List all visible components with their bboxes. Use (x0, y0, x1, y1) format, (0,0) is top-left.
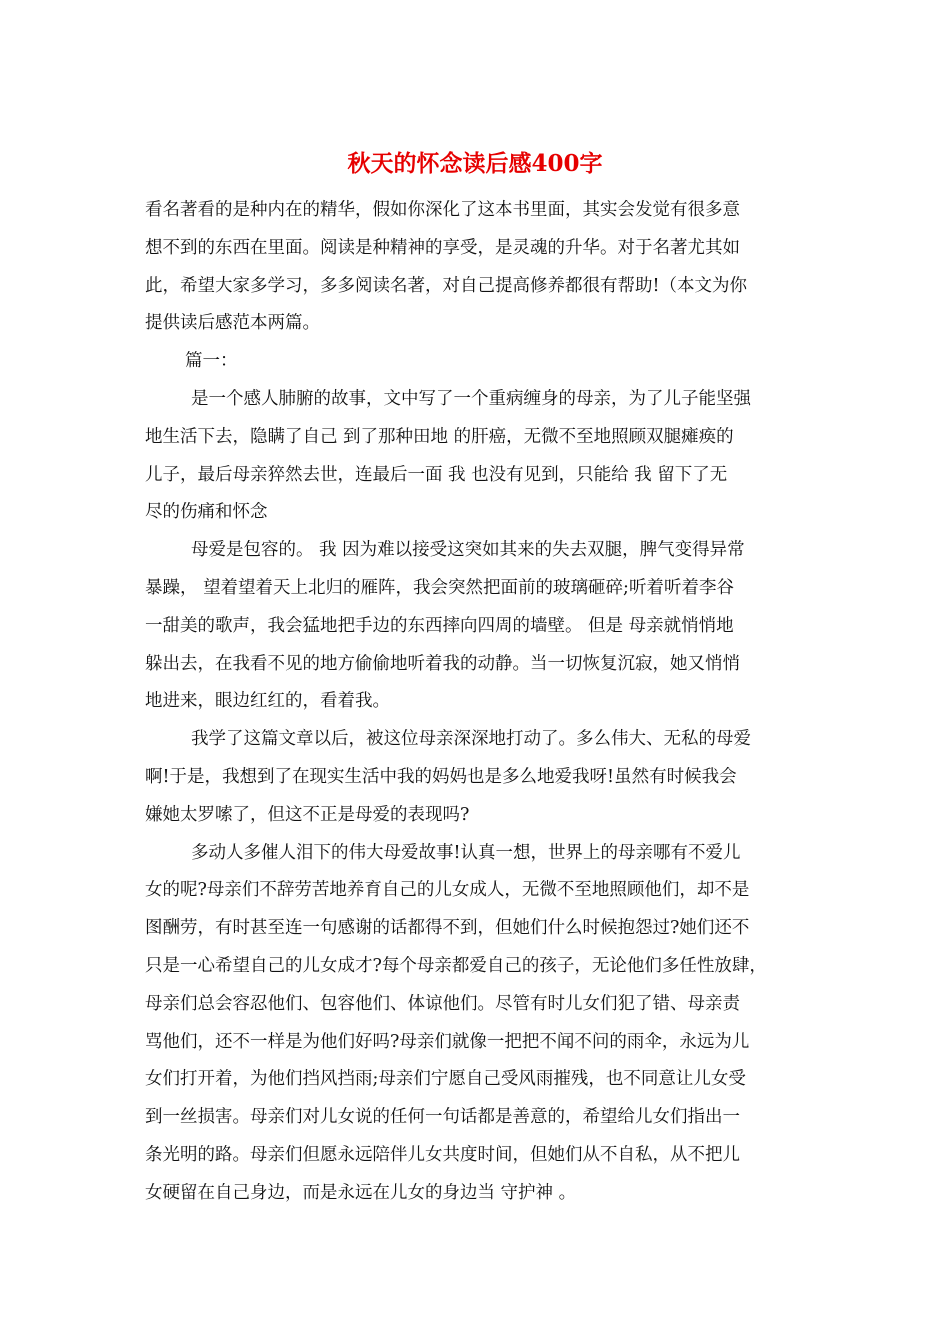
text-line: 我学了这篇文章以后，被这位母亲深深地打动了。多么伟大、无私的母爱 (191, 729, 751, 750)
text-line: 看名著看的是种内在的精华，假如你深化了这本书里面，其实会发觉有很多意 (145, 200, 740, 220)
text-line: 一甜美的歌声，我会猛地把手边的东西摔向四周的墙壁。 但是 母亲就悄悄地 (145, 615, 734, 636)
text-line: 女硬留在自己身边，而是永远在儿女的身边当 守护神 。 (145, 1182, 577, 1203)
paragraph-3 (145, 721, 813, 834)
text-line: 此，希望大家多学习，多多阅读名著，对自己提高修养都很有帮助!（本文为你 (145, 275, 748, 296)
text-line: 到一丝损害。母亲们对儿女说的任何一句话都是善意的，希望给儿女们指出一 (145, 1107, 740, 1128)
text-line: 躲出去，在我看不见的地方偷偷地听着我的动静。当一切恢复沉寂，她又悄悄 (145, 653, 740, 674)
text-line: 条光明的路。母亲们但愿永远陪伴儿女共度时间，但她们从不自私，从不把儿 (145, 1144, 740, 1165)
text-line: 尽的伤痛和怀念 (145, 502, 268, 523)
text-line: 嫌她太罗嗦了，但这不正是母爱的表现吗? (145, 804, 470, 825)
text-line: 女的呢?母亲们不辞劳苦地养育自己的儿女成人，无微不至地照顾他们，却不是 (145, 880, 750, 901)
text-line: 啊!于是，我想到了在现实生活中我的妈妈也是多么地爱我呀!虽然有时候我会 (145, 766, 737, 787)
text-line: 多动人多催人泪下的伟大母爱故事!认真一想，世界上的母亲哪有不爱儿 (191, 842, 741, 863)
section-label-paragraph (145, 343, 813, 381)
text-line: 地生活下去，隐瞒了自己 到了那种田地 的肝癌，无微不至地照顾双腿瘫痪的 (145, 426, 734, 447)
text-line: 是一个感人肺腑的故事，文中写了一个重病缠身的母亲，为了儿子能坚强 (191, 388, 751, 409)
text-line: 母亲们总会容忍他们、包容他们、体谅他们。尽管有时儿女们犯了错、母亲责 (145, 993, 740, 1014)
text-line: 想不到的东西在里面。阅读是种精神的享受，是灵魂的升华。对于名著尤其如 (145, 237, 740, 258)
text-line: 女们打开着，为他们挡风挡雨;母亲们宁愿自己受风雨摧残，也不同意让儿女受 (145, 1069, 746, 1090)
paragraph-4 (145, 835, 813, 1213)
document-title: 秋天的怀念读后感400字 (347, 150, 603, 177)
text-line: 母爱是包容的。 我 因为难以接受这突如其来的失去双腿，脾气变得异常 (191, 540, 745, 561)
text-line: 暴躁， 望着望着天上北归的雁阵，我会突然把面前的玻璃砸碎;听着听着李谷 (145, 577, 734, 598)
text-line: 提供读后感范本两篇。 (145, 313, 320, 334)
text-line: 儿子，最后母亲猝然去世，连最后一面 我 也没有见到，只能给 我 留下了无 (145, 464, 728, 485)
intro-paragraph (145, 192, 813, 343)
paragraph-2 (145, 532, 813, 721)
text-line: 只是一心希望自己的儿女成才?每个母亲都爱自己的孩子，无论他们多任性放肆， (145, 955, 767, 976)
paragraph-1 (145, 381, 813, 532)
text-line: 图酬劳，有时甚至连一句感谢的话都得不到，但她们什么时候抱怨过?她们还不 (145, 918, 750, 939)
document-body (145, 192, 813, 1213)
text-line: 骂他们，还不一样是为他们好吗?母亲们就像一把把不闻不问的雨伞，永远为儿 (145, 1031, 750, 1052)
text-line: 地进来，眼边红红的，看着我。 (145, 691, 390, 712)
section-label: 篇一： (185, 351, 238, 372)
